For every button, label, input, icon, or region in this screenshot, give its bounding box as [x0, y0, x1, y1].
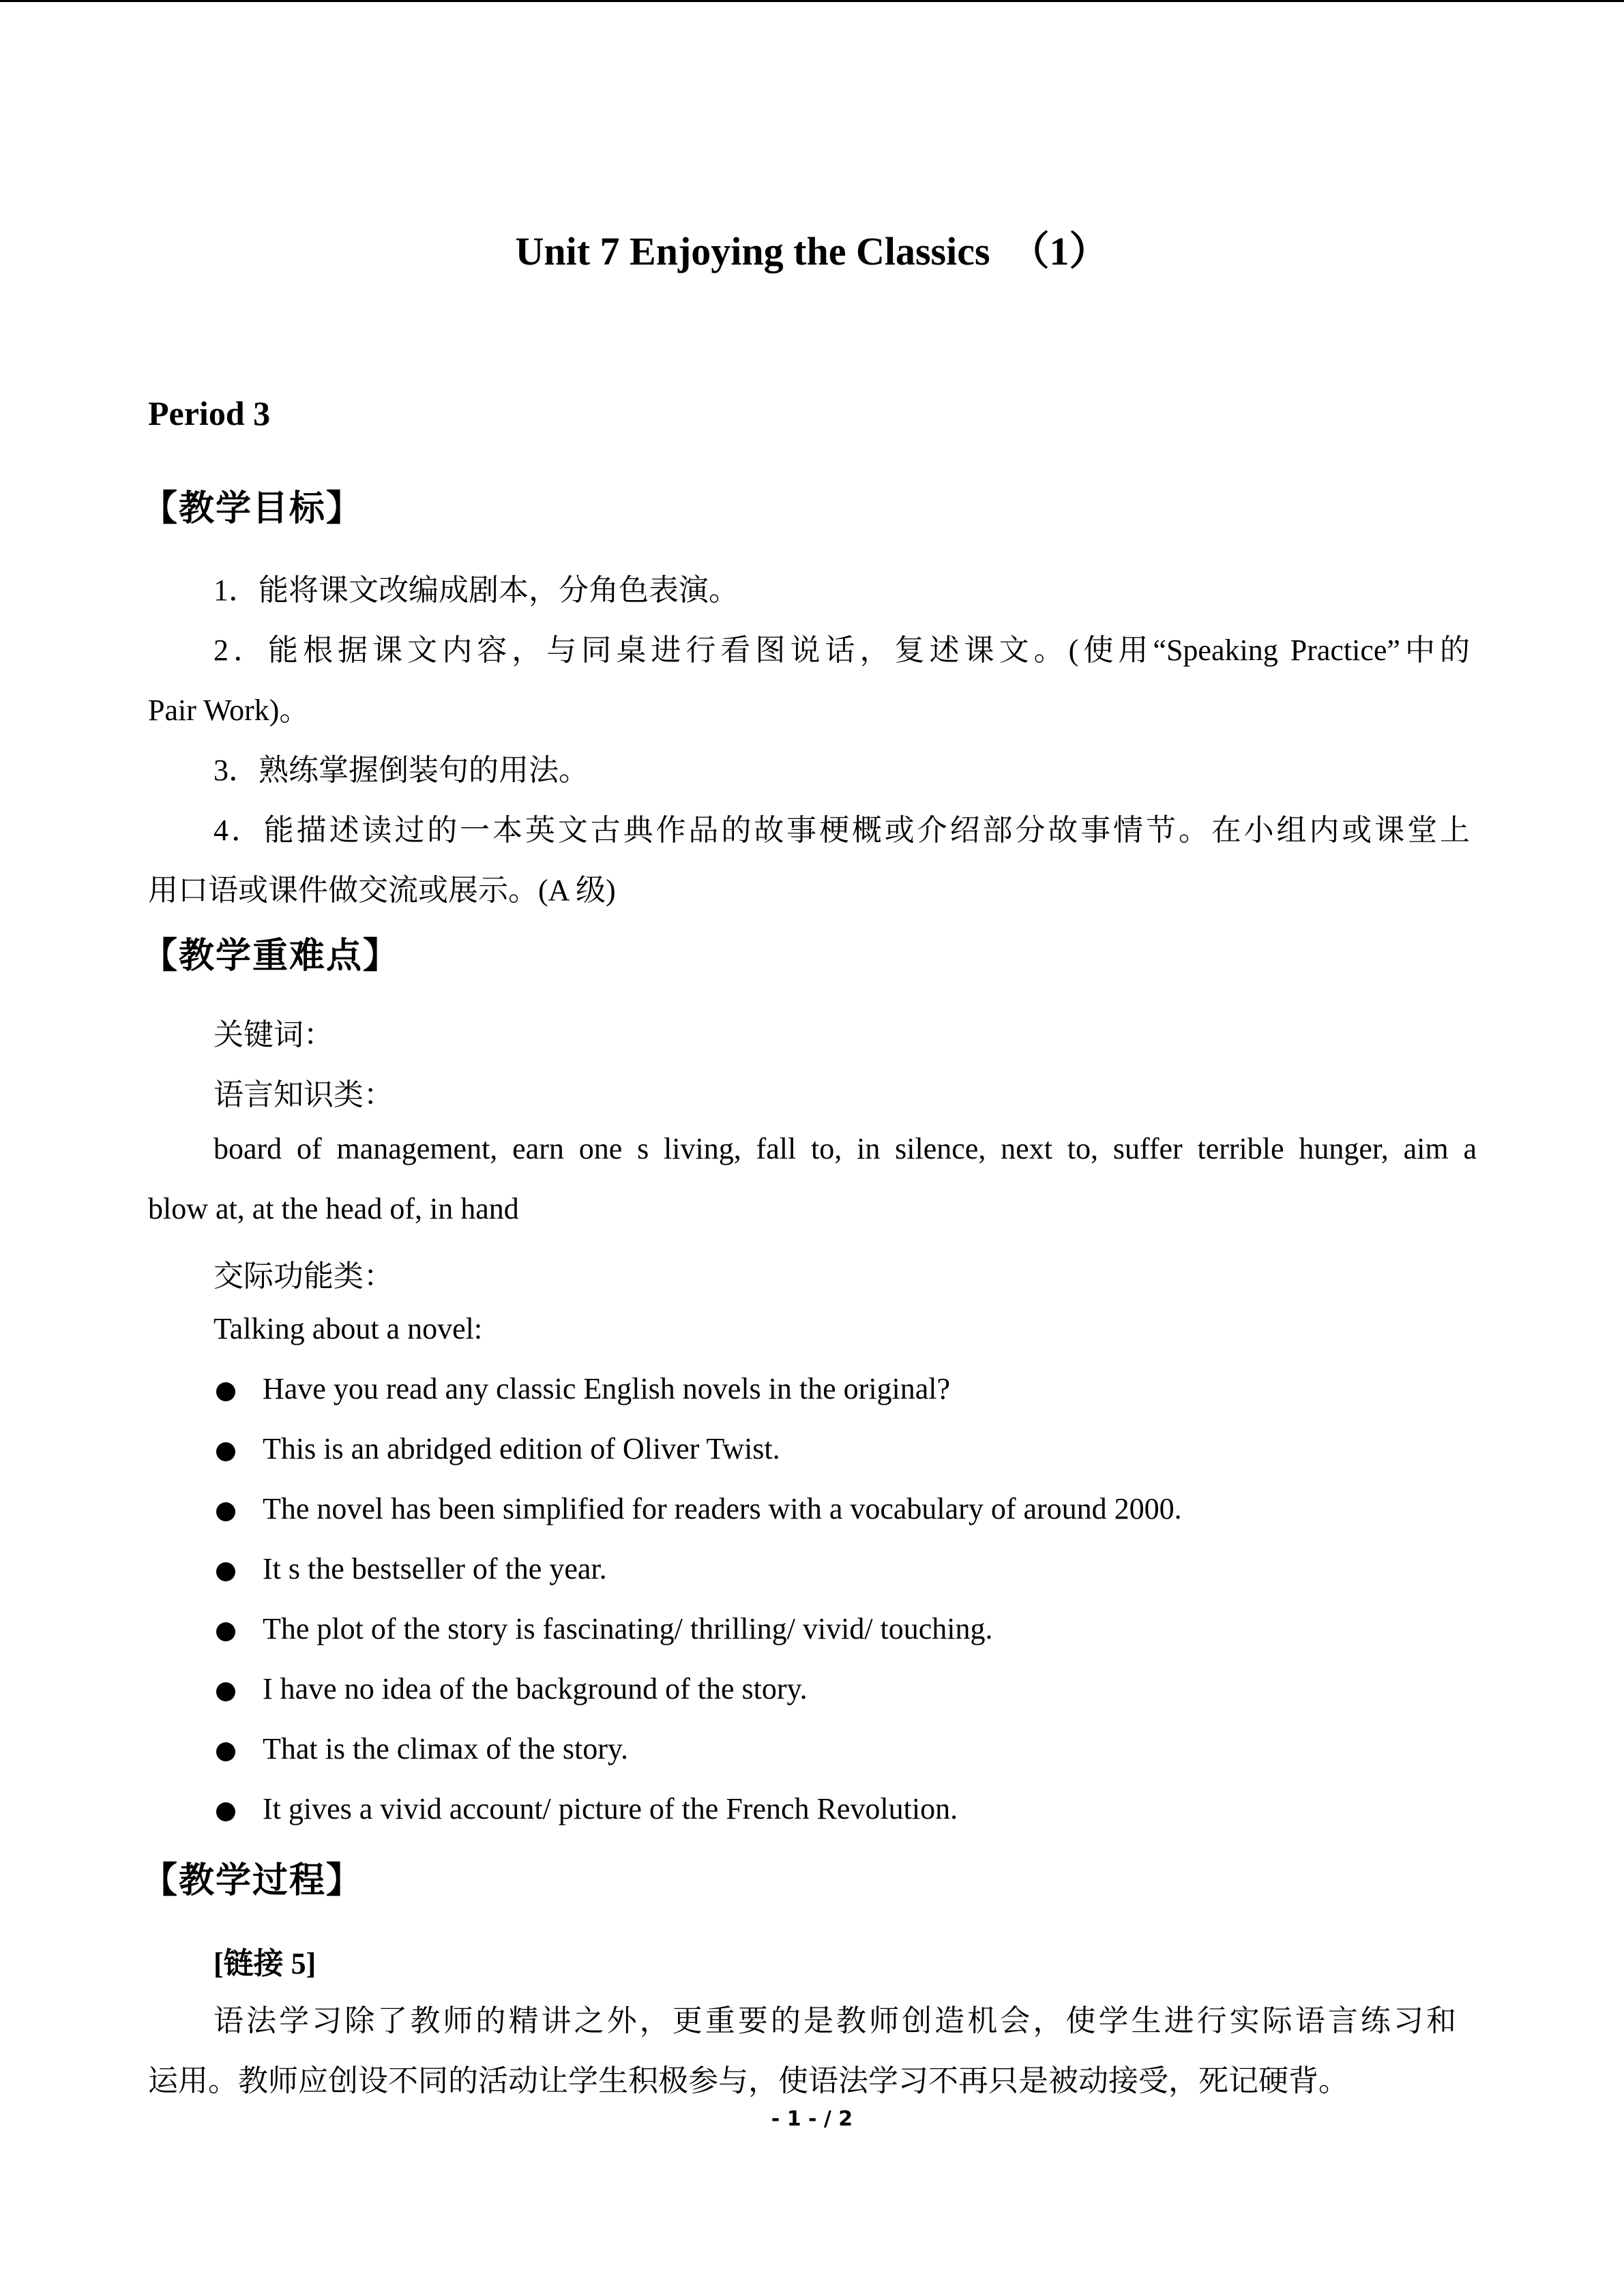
bullet-dot-icon — [216, 1382, 235, 1401]
bullet-item: It s the bestseller of the year. — [263, 1552, 607, 1585]
function-label: 交际功能类： — [213, 1259, 394, 1293]
bullet-dot-icon — [216, 1682, 235, 1701]
bullet-item: This is an abridged edition of Oliver Twist. — [263, 1432, 780, 1465]
objective-4a: 4．能描述读过的一本英文古典作品的故事梗概或介绍部分故事情节。在小组内或课堂上 — [213, 814, 1470, 847]
process-paragraph-b: 运用。教师应创设不同的活动让学生积极参与，使语法学习不再只是被动接受，死记硬背。 — [148, 2064, 1348, 2098]
section-process-heading: 【教学过程】 — [142, 1860, 364, 1901]
talking-label: Talking about a novel: — [213, 1312, 483, 1345]
objective-2a: 2．能根据课文内容，与同桌进行看图说话，复述课文。(使用“Speaking Practice”中的 — [213, 633, 1470, 667]
language-knowledge-label: 语言知识类： — [213, 1078, 394, 1112]
bullet-dot-icon — [216, 1622, 235, 1641]
bullet-item: The novel has been simplified for readers with a vocabulary of around 2000. — [263, 1492, 1182, 1525]
bullet-item: Have you read any classic English novels in the original? — [263, 1372, 951, 1405]
bullet-item: I have no idea of the background of the story. — [263, 1672, 808, 1705]
section-objectives-heading: 【教学目标】 — [142, 488, 364, 529]
objective-2b: Pair Work)。 — [148, 694, 310, 727]
process-paragraph-a: 语法学习除了教师的精讲之外，更重要的是教师创造机会，使学生进行实际语言练习和 — [213, 2004, 1456, 2038]
link-label: [链接 5] — [213, 1947, 316, 1980]
phrases-line-a: board of management, earn one s living, fall to, in silence, next to, suffer terrible hunger, aim a — [213, 1132, 1477, 1165]
bullet-dot-icon — [216, 1742, 235, 1761]
objective-4b: 用口语或课件做交流或展示。(A 级) — [148, 874, 616, 907]
bullet-dot-icon — [216, 1802, 235, 1821]
phrases-line-b: blow at, at the head of, in hand — [148, 1192, 519, 1225]
page-title: Unit 7 Enjoying the Classics （1） — [515, 229, 1109, 273]
page-number-footer: - 1 - / 2 — [771, 2107, 853, 2131]
bullet-item: It gives a vivid account/ picture of the French Revolution. — [263, 1792, 958, 1825]
objective-3: 3．熟练掌握倒装句的用法。 — [213, 754, 589, 787]
bullet-dot-icon — [216, 1502, 235, 1521]
objective-1: 1．能将课文改编成剧本，分角色表演。 — [213, 573, 739, 607]
bullet-dot-icon — [216, 1442, 235, 1461]
bullet-item: That is the climax of the story. — [263, 1732, 629, 1765]
period-heading: Period 3 — [148, 394, 271, 432]
section-key-points-heading: 【教学重难点】 — [142, 936, 400, 976]
keywords-label: 关键词： — [213, 1018, 334, 1052]
bullet-dot-icon — [216, 1562, 235, 1581]
bullet-item: The plot of the story is fascinating/ thrilling/ vivid/ touching. — [263, 1612, 993, 1645]
